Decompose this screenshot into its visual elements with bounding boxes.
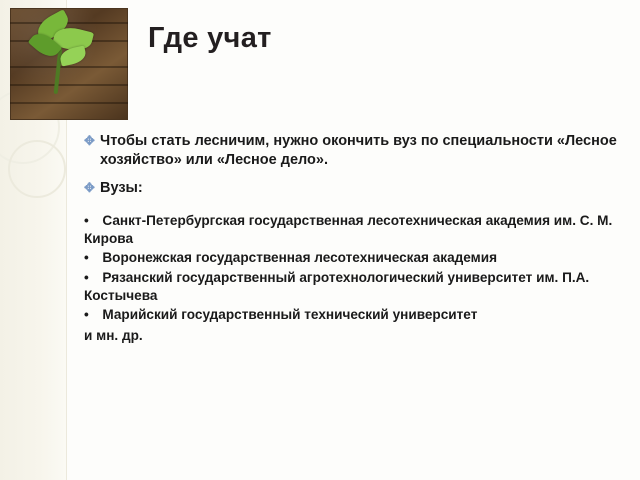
forest-photo (10, 8, 128, 120)
list-tail-text: и мн. др. (84, 327, 143, 343)
leaf-icon (59, 45, 88, 66)
bullet-text: Вузы: (100, 180, 143, 197)
page-title: Где учат (148, 22, 272, 54)
list-item: • Марийский государственный технический университет (84, 307, 478, 323)
list-item: • Рязанский государственный агротехнологический университет им. П.А. Костычева (84, 269, 590, 304)
bullet-marker-icon: ✥ (84, 133, 95, 148)
bullet-text: Чтобы стать лесничим, нужно окончить вуз по специальности «Лесное хозяйство» или «Лесное дело». (100, 133, 617, 168)
bullet-item (84, 132, 620, 169)
slide-body (84, 132, 620, 345)
bullet-item (84, 179, 620, 198)
university-list (84, 212, 620, 345)
list-item: • Санкт-Петербургская государственная лесотехническая академия им. С. М. Кирова (84, 212, 613, 246)
bullet-marker-icon: ✥ (84, 180, 95, 196)
list-item: • Воронежская государственная лесотехническая академия (84, 250, 498, 266)
